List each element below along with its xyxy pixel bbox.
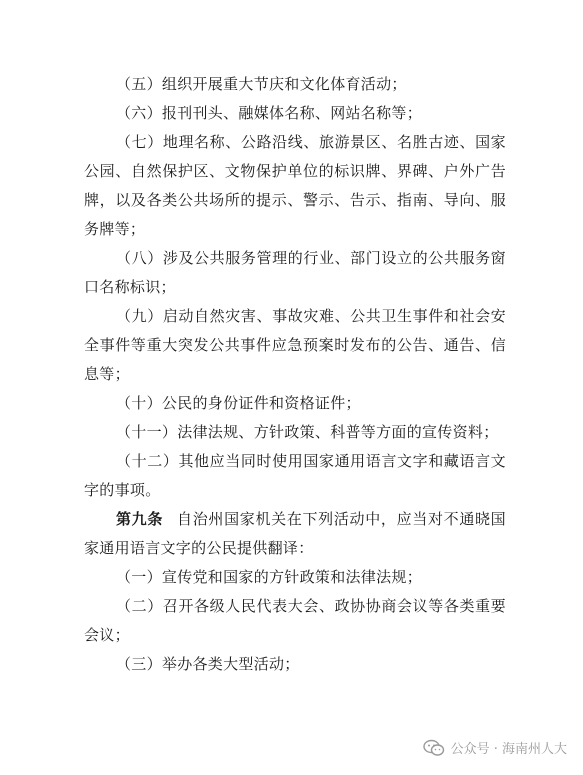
article-9-item-2: （二）召开各级人民代表大会、政协协商会议等各类重要会议； — [84, 597, 506, 644]
wechat-icon — [423, 739, 445, 757]
document-body — [84, 70, 506, 679]
clause-item-12: （十二）其他应当同时使用国家通用语言文字和藏语言文字的事项。 — [84, 452, 506, 499]
clause-item-7: （七）地理名称、公路沿线、旅游景区、名胜古迹、国家公园、自然保护区、文物保护单位的标识牌、界碑、户外广告牌，以及各类公共场所的提示、警示、告示、指南、导向、服务牌等； — [84, 133, 506, 238]
article-number: 第九条 — [116, 510, 164, 528]
clause-item-8: （八）涉及公共服务管理的行业、部门设立的公共服务窗口名称标识； — [84, 249, 506, 296]
clause-item-11: （十一）法律法规、方针政策、科普等方面的宣传资料； — [116, 423, 499, 441]
clause-item-10: （十）公民的身份证件和资格证件； — [116, 394, 361, 412]
article-text: 自治州国家机关在下列活动中，应当对不通晓国家通用语言文字的公民提供翻译： — [84, 510, 506, 557]
clause-item-5: （五）组织开展重大节庆和文化体育活动； — [116, 75, 407, 93]
article-9-paragraph — [84, 505, 506, 563]
clause-item-6: （六）报刊刊头、融媒体名称、网站名称等； — [116, 104, 423, 122]
article-9-item-1: （一）宣传党和国家的方针政策和法律法规； — [116, 568, 423, 586]
watermark-text: 公众号 · 海南州人大 — [450, 742, 567, 757]
watermark — [423, 738, 567, 757]
article-9-item-3: （三）举办各类大型活动； — [116, 655, 300, 673]
clause-item-9: （九）启动自然灾害、事故灾难、公共卫生事件和社会安全事件等重大突发公共事件应急预案时发布的公告、通告、信息等； — [84, 307, 506, 383]
